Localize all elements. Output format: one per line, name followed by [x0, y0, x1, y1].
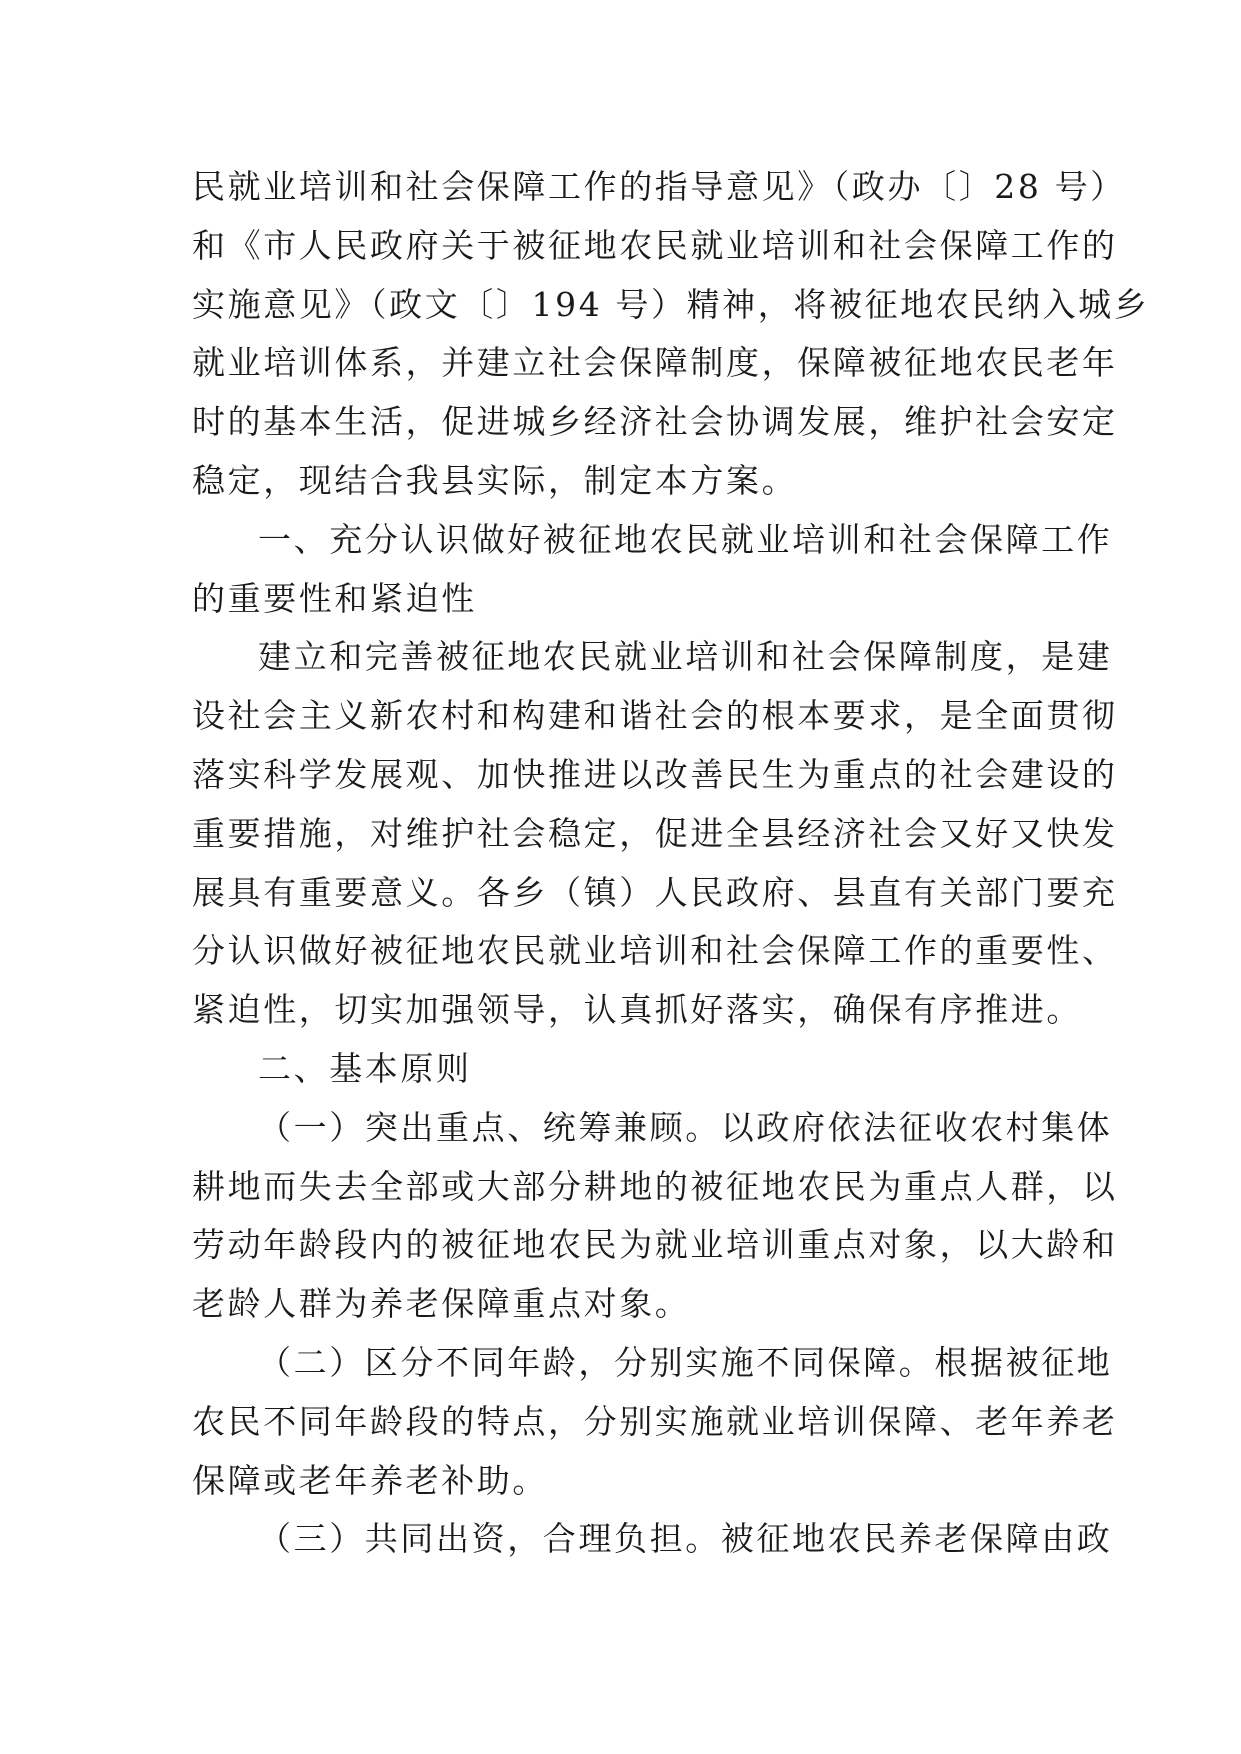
- text-line: 民就业培训和社会保障工作的指导意见》（政办〔〕28 号）: [192, 167, 1126, 206]
- subsection-1: （一）突出重点、统筹兼顾。以政府依法征收农村集体: [258, 1107, 1113, 1147]
- subsection-2: （二）区分不同年龄，分别实施不同保障。根据被征地: [258, 1342, 1113, 1382]
- text-line: 时的基本生活，促进城乡经济社会协调发展，维护社会安定: [192, 402, 1118, 442]
- text-line: 劳动年龄段内的被征地农民为就业培训重点对象，以大龄和: [192, 1225, 1118, 1265]
- text-line: 稳定，现结合我县实际，制定本方案。: [192, 460, 798, 500]
- section-heading-1-continued: 的重要性和紧迫性: [192, 578, 477, 618]
- text-line: 实施意见》（政文〔〕194 号）精神，将被征地农民纳入城乡: [192, 284, 1150, 324]
- section-heading-2: 二、基本原则: [258, 1048, 472, 1088]
- text-line: 就业培训体系，并建立社会保障制度，保障被征地农民老年: [192, 343, 1118, 383]
- text-line: 设社会主义新农村和构建和谐社会的根本要求，是全面贯彻: [192, 696, 1118, 736]
- text-line: 展具有重要意义。各乡（镇）人民政府、县直有关部门要充: [192, 872, 1118, 912]
- text-line: 紧迫性，切实加强领导，认真抓好落实，确保有序推进。: [192, 990, 1082, 1030]
- text-line: 老龄人群为养老保障重点对象。: [192, 1284, 691, 1324]
- text-line: 保障或老年养老补助。: [192, 1460, 548, 1500]
- document-body: [192, 158, 1150, 1569]
- section-heading-1: 一、充分认识做好被征地农民就业培训和社会保障工作: [258, 519, 1113, 559]
- text-line: 重要措施，对维护社会稳定，促进全县经济社会又好又快发: [192, 813, 1118, 853]
- text-line: 农民不同年龄段的特点，分别实施就业培训保障、老年养老: [192, 1401, 1118, 1441]
- subsection-3: （三）共同出资，合理负担。被征地农民养老保障由政: [258, 1519, 1113, 1559]
- text-line: 落实科学发展观、加快推进以改善民生为重点的社会建设的: [192, 754, 1118, 794]
- text-line: 耕地而失去全部或大部分耕地的被征地农民为重点人群，以: [192, 1166, 1118, 1206]
- text-line: 分认识做好被征地农民就业培训和社会保障工作的重要性、: [192, 931, 1118, 971]
- text-line: 建立和完善被征地农民就业培训和社会保障制度，是建: [258, 637, 1113, 677]
- text-line: 和《市人民政府关于被征地农民就业培训和社会保障工作的: [192, 225, 1118, 265]
